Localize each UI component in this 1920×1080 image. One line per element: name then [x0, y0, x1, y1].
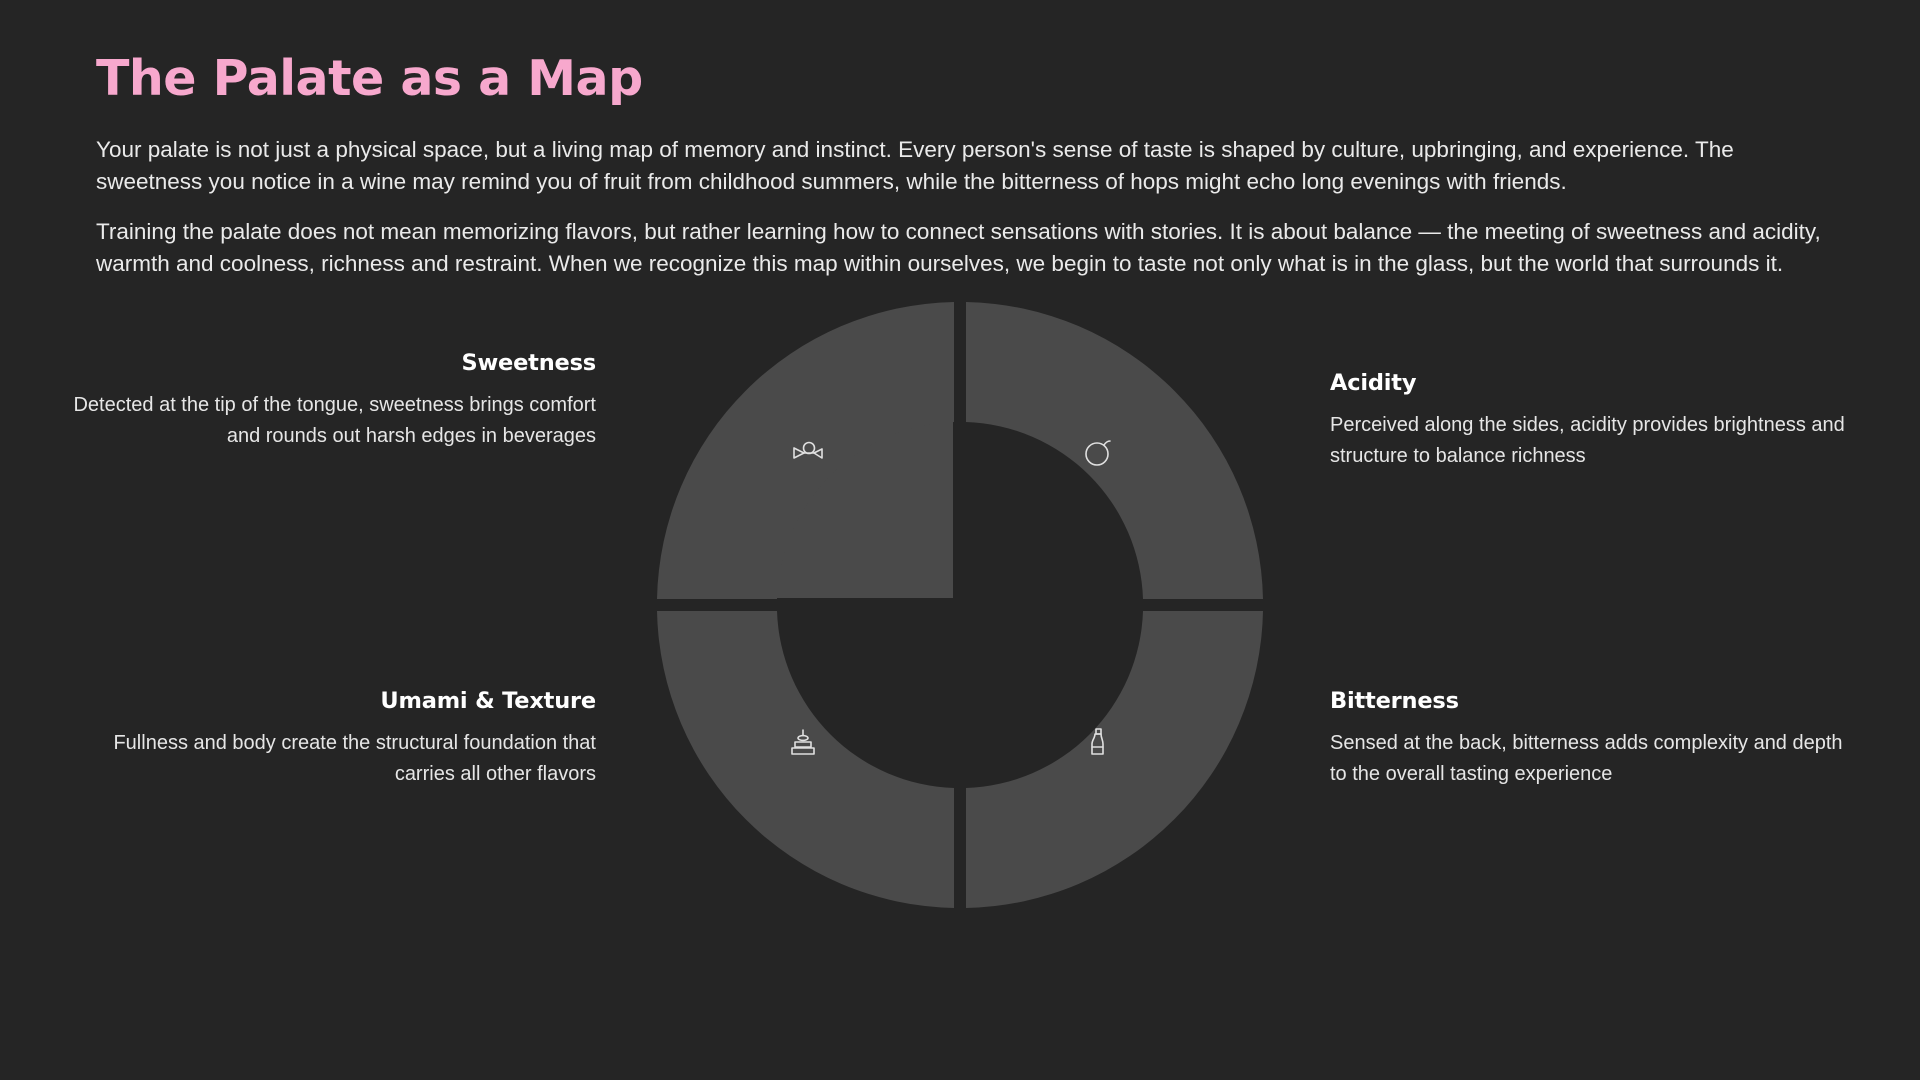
quadrant-umami-texture — [66, 688, 596, 790]
wedge-top-right[interactable] — [966, 302, 1263, 599]
quadrant-umami-texture-title: Umami & Texture — [380, 687, 596, 714]
page-title: The Palate as a Map — [96, 50, 643, 107]
donut-chart — [653, 298, 1267, 912]
wedge-bottom-left[interactable] — [657, 611, 954, 908]
quadrant-sweetness-description: Detected at the tip of the tongue, sweetness brings comfort and rounds out harsh edges in beverages — [73, 393, 596, 447]
quadrant-acidity-title: Acidity — [1330, 369, 1417, 396]
quadrant-sweetness — [66, 350, 596, 452]
quadrant-sweetness-title: Sweetness — [461, 349, 596, 376]
body-paragraph-1: Your palate is not just a physical space, but a living map of memory and instinct. Every person's sense of taste is shaped by culture, upbringing, and experience. The sweetness you notice in a wine may remind you of fruit from childhood summers, while the bitterness of hops might echo long evenings with friends. — [96, 136, 1734, 194]
quadrant-acidity — [1330, 370, 1860, 472]
quadrant-bitterness-description: Sensed at the back, bitterness adds complexity and depth to the overall tasting experience — [1330, 731, 1843, 785]
quadrant-umami-texture-description: Fullness and body create the structural foundation that carries all other flavors — [113, 731, 596, 785]
palate-diagram — [73, 298, 1845, 938]
quadrant-bitterness — [1330, 688, 1860, 790]
body-paragraph-2: Training the palate does not mean memorizing flavors, but rather learning how to connect sensations with stories. It is about balance — the meeting of sweetness and acidity, warmth and coolness, richness and restraint. When we recognize this map within ourselves, we begin to taste not only what is in the glass, but the world that surrounds it. — [96, 218, 1821, 276]
wedge-bottom-right[interactable] — [966, 611, 1263, 908]
quadrant-acidity-description: Perceived along the sides, acidity provides brightness and structure to balance richness — [1330, 413, 1845, 467]
donut-svg — [653, 298, 1267, 912]
quadrant-bitterness-title: Bitterness — [1330, 687, 1459, 714]
